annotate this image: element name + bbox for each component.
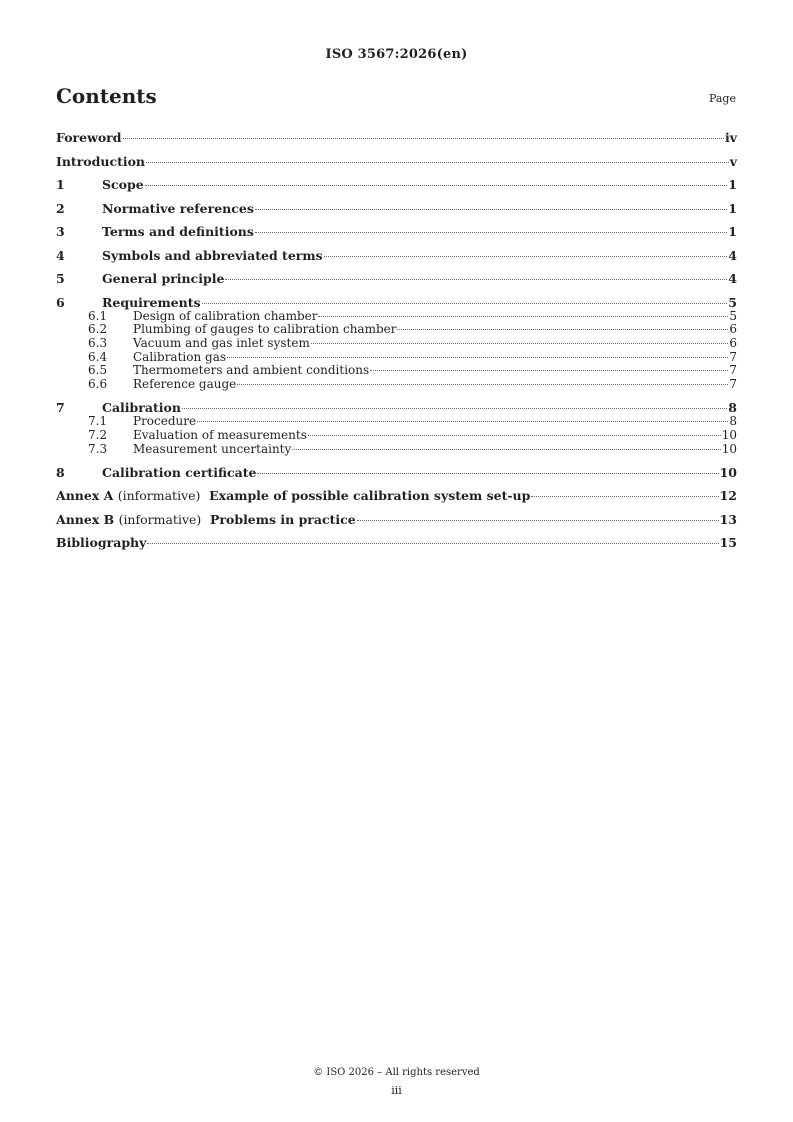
dot-leader bbox=[397, 329, 728, 330]
toc-entry-page: 8 bbox=[729, 414, 737, 429]
annex-title: Problems in practice bbox=[210, 511, 356, 527]
toc-entry[interactable] bbox=[56, 512, 737, 527]
toc-entry-page: 1 bbox=[728, 224, 737, 239]
toc-subentry[interactable] bbox=[56, 415, 737, 429]
dot-leader bbox=[197, 421, 728, 422]
dot-leader bbox=[146, 162, 729, 163]
toc-entry[interactable] bbox=[56, 271, 737, 286]
toc-entry-number: 7.3 bbox=[88, 441, 108, 456]
annex-type: (informative) bbox=[117, 488, 201, 504]
toc-entry-title: Normative references bbox=[102, 200, 254, 216]
toc-entry-title: Bibliography bbox=[56, 535, 147, 551]
dot-leader bbox=[311, 343, 729, 344]
toc-entry-number: 5 bbox=[56, 271, 65, 286]
page-title: Contents bbox=[56, 84, 157, 108]
toc-entry-title: Vacuum and gas inlet system bbox=[133, 335, 310, 350]
dot-leader bbox=[531, 496, 718, 497]
toc-entry-number: 8 bbox=[56, 464, 65, 480]
dot-leader bbox=[202, 303, 728, 304]
toc-entry-number: 7 bbox=[56, 400, 65, 416]
toc-entry-number: 3 bbox=[56, 224, 65, 239]
toc-subentry[interactable] bbox=[56, 351, 737, 365]
toc-entry-title: Procedure bbox=[133, 414, 197, 429]
toc-subentry[interactable] bbox=[56, 323, 737, 337]
toc-entry-title: Reference gauge bbox=[133, 377, 237, 392]
dot-leader bbox=[257, 473, 718, 474]
page-column-label: Page bbox=[708, 92, 736, 105]
toc-entry-title: Thermometers and ambient conditions bbox=[133, 363, 370, 378]
page-number: iii bbox=[391, 1084, 402, 1097]
toc-entry-title: Calibration certificate bbox=[102, 464, 257, 480]
toc-entry-title: Measurement uncertainty bbox=[133, 441, 292, 456]
annex-label: Annex A bbox=[56, 488, 114, 504]
toc-entry[interactable] bbox=[56, 201, 737, 216]
toc-entry-page: 13 bbox=[719, 511, 737, 527]
toc-entry-page: 5 bbox=[729, 308, 737, 323]
toc-entry-page: 8 bbox=[728, 400, 737, 416]
toc-entry-title: Scope bbox=[102, 177, 144, 192]
toc-entry-page: 10 bbox=[721, 441, 737, 456]
dot-leader bbox=[318, 316, 728, 317]
toc-subentry[interactable] bbox=[56, 443, 737, 457]
annex-type: (informative) bbox=[118, 511, 202, 527]
toc-subentry[interactable] bbox=[56, 337, 737, 351]
toc-entry-page: 7 bbox=[729, 349, 737, 364]
toc-entry-number: 4 bbox=[56, 247, 65, 263]
toc-entry-title: Terms and definitions bbox=[102, 224, 254, 239]
dot-leader bbox=[225, 279, 727, 280]
dot-leader bbox=[357, 520, 719, 521]
toc-entry-number: 6.5 bbox=[88, 363, 108, 378]
toc-subentry[interactable] bbox=[56, 378, 737, 392]
toc-entry-page: 6 bbox=[729, 335, 737, 350]
toc-entry[interactable] bbox=[56, 535, 737, 550]
annex-label: Annex B bbox=[56, 511, 115, 527]
toc-entry-title: Symbols and abbreviated terms bbox=[102, 247, 323, 263]
toc-entry-title: Calibration gas bbox=[133, 349, 227, 364]
toc-entry-page: 4 bbox=[728, 271, 737, 286]
toc-entry-title bbox=[56, 512, 356, 527]
toc-entry-title: Evaluation of measurements bbox=[133, 427, 307, 442]
toc-entry-page: 12 bbox=[719, 488, 737, 504]
toc-entry-title: Foreword bbox=[56, 130, 122, 145]
toc-entry-number: 2 bbox=[56, 200, 65, 216]
toc-entry-number: 6.1 bbox=[88, 308, 108, 323]
toc-entry-number: 6.3 bbox=[88, 335, 108, 350]
annex-title: Example of possible calibration system set-up bbox=[209, 488, 531, 504]
toc-entry-page: v bbox=[729, 153, 737, 169]
toc-entry[interactable] bbox=[56, 177, 737, 192]
copyright-notice: © ISO 2026 – All rights reserved bbox=[313, 1067, 480, 1078]
dot-leader bbox=[227, 357, 728, 358]
toc-entry-number: 6.4 bbox=[88, 349, 108, 364]
dot-leader bbox=[123, 138, 724, 139]
toc-entry-number: 6 bbox=[56, 294, 65, 310]
toc-entry-page: 10 bbox=[721, 427, 737, 442]
dot-leader bbox=[308, 435, 721, 436]
toc-subentry[interactable] bbox=[56, 364, 737, 378]
dot-leader bbox=[324, 256, 728, 257]
toc-entry[interactable] bbox=[56, 465, 737, 480]
toc-entry-page: 1 bbox=[728, 200, 737, 216]
dot-leader bbox=[182, 408, 727, 409]
toc-entry-page: 7 bbox=[729, 363, 737, 378]
toc-entry[interactable] bbox=[56, 130, 737, 145]
toc-entry-title: Plumbing of gauges to calibration chamber bbox=[133, 322, 397, 337]
toc-entry[interactable] bbox=[56, 295, 737, 310]
toc-entry-page: 1 bbox=[728, 177, 737, 192]
toc-entry-page: 7 bbox=[729, 377, 737, 392]
toc-entry-title: Calibration bbox=[102, 400, 181, 416]
toc-entry-page: iv bbox=[724, 130, 737, 145]
toc-entry[interactable] bbox=[56, 488, 737, 503]
toc-entry-number: 7.1 bbox=[88, 414, 108, 429]
toc-entry-number: 6.6 bbox=[88, 377, 108, 392]
toc-subentry[interactable] bbox=[56, 429, 737, 443]
toc-entry-number: 1 bbox=[56, 177, 65, 192]
toc-entry-number: 7.2 bbox=[88, 427, 108, 442]
dot-leader bbox=[255, 232, 727, 233]
dot-leader bbox=[237, 384, 728, 385]
table-of-contents bbox=[56, 130, 737, 550]
toc-entry-title: Requirements bbox=[102, 294, 201, 310]
dot-leader bbox=[147, 543, 718, 544]
toc-entry[interactable] bbox=[56, 400, 737, 415]
toc-entry[interactable] bbox=[56, 154, 737, 169]
toc-entry-page: 10 bbox=[719, 464, 737, 480]
dot-leader bbox=[255, 209, 727, 210]
toc-entry-title: Introduction bbox=[56, 153, 146, 169]
toc-entry-title: General principle bbox=[102, 271, 225, 286]
toc-entry[interactable] bbox=[56, 224, 737, 239]
toc-entry-page: 15 bbox=[719, 535, 737, 551]
dot-leader bbox=[370, 370, 728, 371]
toc-entry-title bbox=[56, 488, 530, 503]
document-identifier: ISO 3567:2026(en) bbox=[325, 47, 468, 62]
toc-entry-page: 5 bbox=[728, 294, 737, 310]
toc-entry[interactable] bbox=[56, 248, 737, 263]
toc-entry-number: 6.2 bbox=[88, 322, 108, 337]
dot-leader bbox=[145, 185, 728, 186]
toc-entry-page: 4 bbox=[728, 247, 737, 263]
toc-entry-page: 6 bbox=[729, 322, 737, 337]
toc-entry-title: Design of calibration chamber bbox=[133, 308, 318, 323]
dot-leader bbox=[292, 449, 720, 450]
toc-subentry[interactable] bbox=[56, 310, 737, 324]
